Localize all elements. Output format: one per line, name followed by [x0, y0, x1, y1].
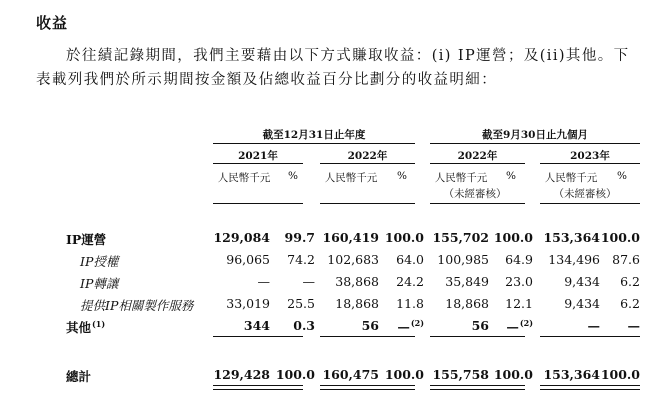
- cell-ip-license-2022n-pct: 64.9: [505, 252, 533, 267]
- cell-ip-transfer-2021-amount: —: [257, 274, 270, 289]
- cell-total-2022-amount: 160,475: [322, 367, 379, 382]
- cell-total-2022n-pct: 100.0: [493, 367, 533, 382]
- unit-rmb-2022-nine: 人民幣千元: [434, 172, 488, 184]
- cell-total-2022n-amount: 155,758: [432, 367, 489, 382]
- cell-ip-ops-2021-amount: 129,084: [213, 230, 270, 245]
- intro-line-1: 於往績記錄期間，我們主要藉由以下方式賺取收益：(i) IP運營；及(ii)其他。下: [66, 48, 630, 64]
- cell-ip-license-2022-pct: 64.0: [396, 252, 424, 267]
- cell-ip-license-2023n-pct: 87.6: [612, 252, 640, 267]
- group-rule-nine-months: [430, 143, 640, 144]
- cell-others-2022n-amount: 56: [471, 318, 489, 333]
- subtotal-rule-2022-nine: [430, 336, 525, 337]
- cell-others-2021-pct: 0.3: [293, 318, 315, 333]
- unit-rmb-2022: 人民幣千元: [324, 172, 378, 184]
- total-double-rule-2023-nine: [540, 385, 640, 390]
- cell-ip-ops-2023n-amount: 153,364: [543, 230, 600, 245]
- cell-ip-license-2022-amount: 102,683: [327, 252, 379, 267]
- period-rule-2021: [213, 163, 303, 164]
- row-label-others: [66, 318, 105, 336]
- footnote-marker-2b: (2): [519, 318, 533, 328]
- cell-ip-ops-2021-pct: 99.7: [284, 230, 315, 245]
- header-bottom-rule-2021: [213, 203, 303, 204]
- others-label-text: 其他: [66, 320, 92, 335]
- header-bottom-rule-2023-nine: [540, 203, 640, 204]
- cell-ip-transfer-2021-pct: —: [302, 274, 315, 289]
- cell-total-2022-pct: 100.0: [384, 367, 424, 382]
- cell-ip-license-2021-amount: 96,065: [226, 252, 270, 267]
- intro-paragraph: [36, 44, 652, 92]
- cell-total-2021-amount: 129,428: [213, 367, 270, 382]
- total-double-rule-2022-nine: [430, 385, 525, 390]
- cell-others-2022-pct: [397, 318, 424, 334]
- row-label-ip-transfer: IP轉讓: [80, 276, 119, 291]
- row-label-ip-licensing: IP授權: [80, 254, 119, 269]
- subtotal-rule-2022: [320, 336, 415, 337]
- cell-ip-transfer-2022-pct: 24.2: [396, 274, 424, 289]
- cell-ip-license-2023n-amount: 134,496: [548, 252, 600, 267]
- cell-ip-transfer-2022n-amount: 35,849: [445, 274, 489, 289]
- group-rule-year: [213, 143, 415, 144]
- cell-ip-transfer-2023n-amount: 9,434: [564, 274, 600, 289]
- period-rule-2022: [320, 163, 415, 164]
- row-label-total: 總計: [66, 369, 92, 384]
- total-double-rule-2022: [320, 385, 415, 390]
- total-double-rule-2021: [213, 385, 303, 390]
- unaudited-note-2023: （未經審核）: [553, 188, 617, 200]
- period-header-2022: 2022年: [347, 150, 388, 162]
- section-heading: 收益: [36, 14, 69, 32]
- period-rule-2023-nine: [540, 163, 640, 164]
- row-label-ip-operations: IP運營: [66, 232, 107, 247]
- unit-rmb-2021: 人民幣千元: [217, 172, 271, 184]
- subtotal-rule-2023-nine: [540, 336, 640, 337]
- unit-pct-2023-nine: %: [617, 170, 627, 182]
- unaudited-note-2022: （未經審核）: [443, 188, 507, 200]
- cell-total-2023n-pct: 100.0: [600, 367, 640, 382]
- footnote-marker-1: (1): [92, 319, 106, 329]
- cell-others-2022n-pct-value: —: [506, 319, 519, 334]
- period-rule-2022-nine: [430, 163, 525, 164]
- cell-ip-prod-2022-amount: 18,868: [335, 296, 379, 311]
- period-header-2023-nine: 2023年: [570, 150, 610, 162]
- unit-pct-2022-nine: %: [506, 170, 516, 182]
- row-label-ip-production-services: 提供IP相關製作服務: [80, 298, 194, 313]
- cell-ip-prod-2022-pct: 11.8: [396, 296, 424, 311]
- header-bottom-rule-2022: [320, 203, 415, 204]
- group-header-year: 截至12月31日止年度: [262, 129, 366, 141]
- unit-pct-2021: %: [288, 170, 298, 182]
- intro-line-2: 表載列我們於所示期間按金額及佔總收益百分比劃分的收益明細：: [36, 72, 498, 88]
- cell-ip-transfer-2023n-pct: 6.2: [620, 274, 640, 289]
- period-header-2021: 2021年: [238, 150, 278, 162]
- cell-ip-ops-2022n-amount: 155,702: [432, 230, 489, 245]
- cell-others-2023n-pct: —: [627, 318, 640, 333]
- cell-total-2021-pct: 100.0: [275, 367, 315, 382]
- cell-ip-prod-2022n-amount: 18,868: [445, 296, 489, 311]
- cell-ip-ops-2023n-pct: 100.0: [600, 230, 640, 245]
- footnote-marker-2a: (2): [410, 318, 424, 328]
- header-bottom-rule-2022-nine: [430, 203, 525, 204]
- cell-ip-prod-2021-pct: 25.5: [287, 296, 315, 311]
- cell-ip-prod-2022n-pct: 12.1: [505, 296, 533, 311]
- cell-others-2022-pct-value: —: [397, 319, 410, 334]
- cell-ip-prod-2021-amount: 33,019: [226, 296, 270, 311]
- cell-ip-ops-2022-pct: 100.0: [384, 230, 424, 245]
- cell-ip-ops-2022n-pct: 100.0: [493, 230, 533, 245]
- cell-ip-license-2021-pct: 74.2: [287, 252, 315, 267]
- cell-ip-prod-2023n-pct: 6.2: [620, 296, 640, 311]
- cell-total-2023n-amount: 153,364: [543, 367, 600, 382]
- cell-others-2022-amount: 56: [361, 318, 379, 333]
- period-header-2022-nine: 2022年: [457, 150, 498, 162]
- unit-rmb-2023-nine: 人民幣千元: [544, 172, 598, 184]
- unit-pct-2022: %: [397, 170, 407, 182]
- cell-others-2023n-amount: —: [587, 318, 600, 333]
- cell-ip-transfer-2022-amount: 38,868: [335, 274, 379, 289]
- cell-ip-transfer-2022n-pct: 23.0: [505, 274, 533, 289]
- subtotal-rule-2021: [213, 336, 303, 337]
- cell-ip-ops-2022-amount: 160,419: [322, 230, 379, 245]
- cell-ip-license-2022n-amount: 100,985: [437, 252, 489, 267]
- cell-ip-prod-2023n-amount: 9,434: [564, 296, 600, 311]
- group-header-nine-months: 截至9月30日止九個月: [482, 129, 588, 141]
- cell-others-2022n-pct: [506, 318, 533, 334]
- cell-others-2021-amount: 344: [243, 318, 270, 333]
